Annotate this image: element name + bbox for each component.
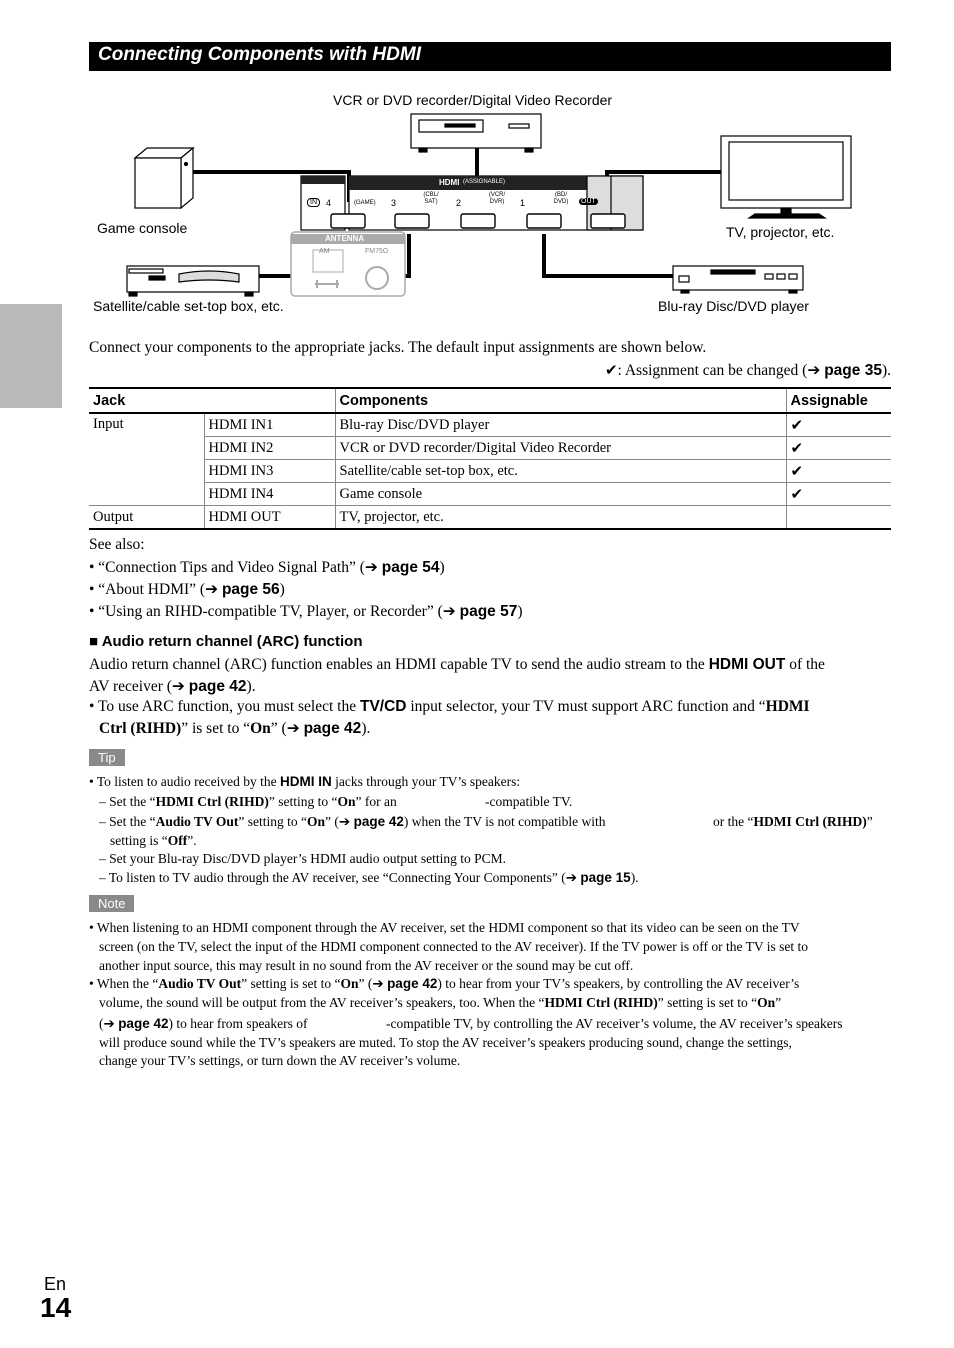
language-code: En (44, 1274, 67, 1294)
table-row (89, 483, 891, 506)
panel-hdmi-label: HDMI (439, 178, 460, 187)
jack-cell: HDMI IN3 (204, 460, 335, 483)
see-also-text: • “Using an RIHD-compatible TV, Player, or Recorder” ( (89, 603, 443, 620)
arc-heading-text: Audio return channel (ARC) function (101, 633, 363, 650)
component-cell: TV, projector, etc. (335, 506, 786, 530)
game-console-label: Game console (97, 220, 188, 236)
assignable-check: ✔ (786, 483, 891, 506)
note-line: another input source, this may result in no sound from the AV receiver or the sound may be cut off. (99, 958, 634, 973)
check-icon: ✔ (604, 361, 618, 379)
vcr-label: VCR or DVD recorder/Digital Video Recorder (333, 92, 613, 108)
jack-cell: HDMI IN2 (204, 437, 335, 460)
arrow-icon: ➔ (807, 362, 821, 379)
tip-line: – Set the “Audio TV Out” setting to “On” (➔ page 42) when the TV is not compatible with (99, 814, 606, 829)
tip-line: • To listen to audio received by the HDMI IN jacks through your TV’s speakers: (89, 774, 521, 789)
port-2-name: (VCR/ DVR) (488, 192, 506, 205)
note-line: will produce sound while the TV’s speakers are muted. To stop the AV receiver’s speakers producing sound, change the settings, (99, 1035, 792, 1050)
arc-bullet-line1: • To use ARC function, you must select the TV/CD input selector, your TV must support ARC function and “HDMI (89, 698, 810, 715)
page-ref[interactable]: page 42 (303, 720, 362, 737)
arc-paragraph-line1: Audio return channel (ARC) function enables an HDMI capable TV to send the audio stream to the HDMI OUT of the (89, 656, 825, 673)
antenna-label: ANTENNA (325, 234, 365, 243)
page-ref[interactable]: page 35 (824, 362, 882, 379)
jack-cell: HDMI IN4 (204, 483, 335, 506)
table-row (89, 506, 891, 530)
section-title-bar (89, 42, 891, 71)
table-row (89, 437, 891, 460)
tip-line-tail: -compatible TV. (485, 794, 573, 809)
game-console-icon (135, 148, 193, 208)
component-cell: Blu-ray Disc/DVD player (335, 413, 786, 437)
table-row (89, 413, 891, 437)
jack-cell: HDMI IN1 (204, 413, 335, 437)
arc-bullet-line2: Ctrl (RIHD)” is set to “On” (➔ page 42). (99, 720, 371, 737)
page-ref[interactable]: page 42 (353, 814, 404, 829)
tip-label: Tip (89, 749, 125, 766)
page-ref[interactable]: page 57 (459, 603, 518, 620)
in-badge: IN (307, 198, 320, 207)
tv-label: TV, projector, etc. (726, 224, 835, 240)
am-label: AM (319, 248, 330, 255)
jack-cell: HDMI OUT (204, 506, 335, 530)
bluray-player-icon (673, 266, 803, 293)
component-cell: Game console (335, 483, 786, 506)
group-input: Input (89, 413, 204, 506)
square-bullet-icon: ■ (89, 633, 99, 650)
component-cell: VCR or DVD recorder/Digital Video Recorder (335, 437, 786, 460)
tip-line-tail: or the “HDMI Ctrl (RIHD)” (713, 814, 873, 829)
satellite-box-icon (127, 266, 259, 296)
note-line-tail: -compatible TV, by controlling the AV receiver’s volume, the AV receiver’s speakers (386, 1016, 843, 1031)
port-4-number: 4 (326, 198, 332, 208)
assignable-check (786, 506, 891, 530)
side-tab (0, 304, 62, 408)
note-label: Note (89, 895, 134, 912)
tip-line: – Set the “HDMI Ctrl (RIHD)” setting to “On” for an (99, 794, 397, 809)
tip-line: setting is “Off”. (110, 833, 197, 848)
page-ref[interactable]: page 42 (387, 976, 438, 991)
tv-icon (721, 136, 851, 218)
intro-text: Connect your components to the appropriate jacks. The default input assignments are shown below. (89, 339, 707, 356)
header-assignable: Assignable (786, 388, 891, 413)
see-also-text: • “Connection Tips and Video Signal Path” ( (89, 559, 365, 576)
panel-assignable-label: (ASSIGNABLE) (463, 179, 506, 185)
hdmi-connection-diagram (89, 84, 891, 320)
note-line: change your TV’s settings, or turn down the AV receiver’s volume. (99, 1053, 461, 1068)
group-output: Output (89, 506, 204, 530)
page-number: 14 (40, 1292, 72, 1323)
assignable-check: ✔ (786, 437, 891, 460)
port-2-number: 2 (456, 198, 462, 208)
see-also-text: • “About HDMI” ( (89, 581, 206, 598)
see-also-item: • “Connection Tips and Video Signal Path” (➔ page 54) (89, 559, 445, 576)
header-jack: Jack (89, 388, 335, 413)
page-ref[interactable]: page 56 (221, 581, 280, 598)
note-line: (➔ page 42) to hear from speakers of (99, 1016, 308, 1031)
assignment-note-text: : Assignment can be changed ( (617, 362, 808, 379)
assignable-check: ✔ (786, 413, 891, 437)
table-row (89, 460, 891, 483)
port-4-name: (GAME) (354, 200, 376, 206)
vcr-device-icon (411, 114, 541, 152)
arc-paragraph-line2: AV receiver (➔ page 42). (89, 678, 256, 695)
satellite-label: Satellite/cable set-top box, etc. (93, 298, 284, 314)
component-cell: Satellite/cable set-top box, etc. (335, 460, 786, 483)
tip-line: – To listen to TV audio through the AV receiver, see “Connecting Your Components” (➔ page 15). (99, 870, 639, 885)
page-ref[interactable]: page 54 (381, 559, 440, 576)
page-ref[interactable]: page 15 (580, 870, 631, 885)
table-header-row (89, 388, 891, 413)
fm-label: FM75Ω (365, 248, 389, 255)
page-ref[interactable]: page 42 (188, 678, 247, 695)
note-line: • When the “Audio TV Out” setting is set to “On” (➔ page 42) to hear from your TV’s speakers, by controlling the AV receiver’s (89, 976, 800, 991)
tip-line: – Set your Blu-ray Disc/DVD player’s HDMI audio output setting to PCM. (99, 851, 506, 866)
note-line: • When listening to an HDMI component through the AV receiver, set the HDMI component so that its video can be seen on the TV (89, 920, 800, 935)
see-also-item: • “Using an RIHD-compatible TV, Player, or Recorder” (➔ page 57) (89, 603, 523, 620)
note-line: screen (on the TV, select the input of the HDMI component connected to the AV receiver). If the TV power is off or the TV is set to (99, 939, 808, 954)
port-1-number: 1 (520, 198, 526, 208)
see-also-item: • “About HDMI” (➔ page 56) (89, 581, 285, 598)
see-also-heading: See also: (89, 536, 145, 553)
bluray-label: Blu-ray Disc/DVD player (658, 298, 809, 314)
assignable-check: ✔ (786, 460, 891, 483)
header-components: Components (335, 388, 786, 413)
assignment-note (605, 361, 891, 380)
jack-assignment-table (89, 387, 891, 530)
port-3-name: (CBL/ SAT) (423, 192, 439, 205)
out-badge: OUT (581, 198, 596, 205)
port-3-number: 3 (391, 198, 397, 208)
note-line: volume, the sound will be output from the AV receiver’s speakers, too. When the “HDMI Ctrl (RIHD)” setting is set to “On” (99, 995, 782, 1010)
assignment-note-close: ). (881, 362, 891, 379)
port-1-name: (BD/ DVD) (553, 192, 569, 205)
cable-bluray (544, 234, 673, 276)
arc-heading (89, 633, 363, 650)
page-ref[interactable]: page 42 (118, 1016, 169, 1031)
section-title: Connecting Components with HDMI (98, 44, 421, 65)
